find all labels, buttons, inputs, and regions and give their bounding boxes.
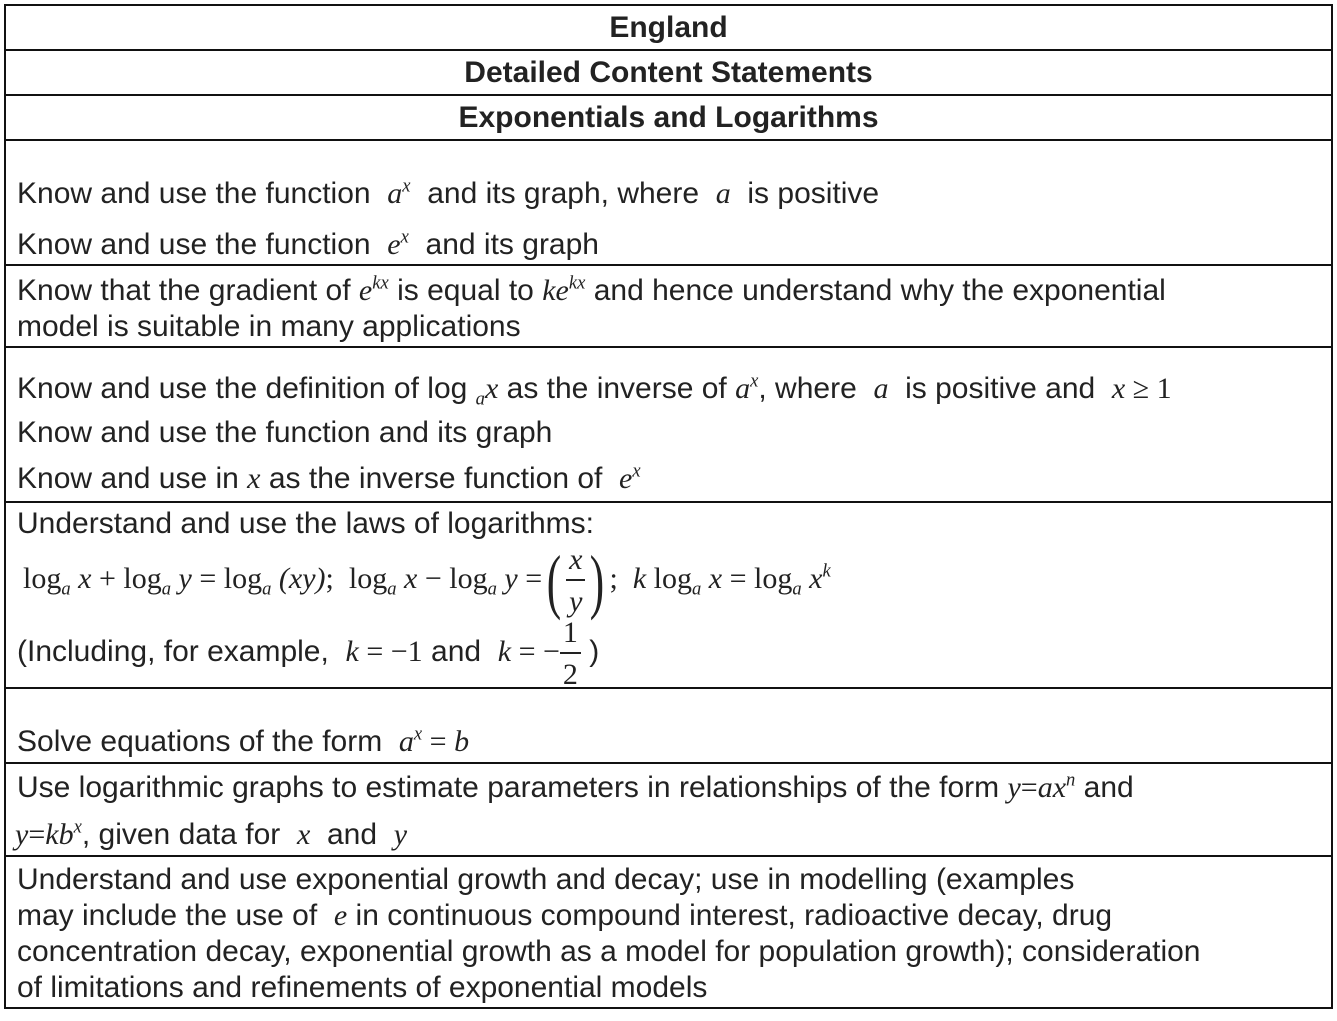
math-x: x [247,462,261,495]
math-y-eq-ax-n: $y=ax^n$ [1007,769,1076,804]
math-e-kx: $e^{kx}$ [358,272,389,307]
content-table [4,4,1333,1009]
text-line: concentration decay, exponential growth as a model for population growth); consideration [17,935,1201,968]
text-segment: is positive and [905,372,1096,405]
statement-log-definition [6,348,1331,501]
statement-log-laws [6,503,1331,691]
text-segment: and hence understand why the exponential [593,274,1166,307]
math-y-eq-kb-x: $y=kb^x$ [15,816,82,851]
statement-gradient [6,266,1331,346]
math-log-base-a-x: $_a$x [475,372,499,410]
text-segment: Know and use in [17,462,239,495]
text-line: Understand and use exponential growth and decay; use in modelling (examples [17,863,1075,896]
math-k-eq-minus-one: k = −1 [345,634,423,668]
text-segment: , where [758,372,857,405]
text-segment: and [431,634,482,668]
text-segment: Know and use the function [17,228,371,261]
math-log-laws: $\log_a x + \log_a y = \log_a (xy)$; $\log_a x - \log_a y$ =( $\frac{x}{y}$ ) ; k $\log_a x = \log_a x^k$ [23,541,831,622]
math-ke-kx: $ke^{kx}$ [542,272,586,307]
text-segment: is equal to [397,274,534,307]
text-segment: in continuous compound interest, radioactive decay, drug [355,899,1113,932]
topic-heading: Exponentials and Logarithms [458,101,879,134]
text-segment: is positive [747,177,880,210]
math-a: a [715,177,731,210]
statement-exponential-function [6,141,1331,264]
math-y: y [393,818,408,851]
text-line: of limitations and refinements of exponential models [17,971,708,1004]
subtitle-heading: Detailed Content Statements [464,56,873,89]
text-segment: and its graph [425,228,599,261]
math-a-power-x: $a^x$ [387,175,411,210]
statement-solve-equations [6,689,1331,762]
text-segment: may include the use of [17,899,318,932]
text-segment: and [326,818,378,851]
text-segment: Know that the gradient of [17,274,351,307]
math-a-power-x: $a^x$ [735,370,759,405]
text-segment: as the inverse of [506,372,727,405]
math-k-eq-minus-half: k = − $\frac{1}{2}$ [498,635,581,668]
math-a-x-eq-b: $a^x = b$ [398,723,470,758]
text-segment: Know and use the function [17,177,371,210]
text-segment: as the inverse function of [268,462,603,495]
math-x: x [296,818,311,851]
math-e: e [333,899,348,932]
text-segment: Solve equations of the form [17,725,383,758]
math-a: a [873,372,889,405]
text-segment: and its graph, where [427,177,700,210]
math-e-power-x: $e^x$ [387,226,409,261]
text-segment: (Including, for example, [17,634,329,668]
text-segment: , given data for [81,818,281,851]
text-segment: ) [589,634,600,668]
text-segment: Use logarithmic graphs to estimate parameters in relationships of the form [17,771,1000,804]
math-e-power-x: $e^x$ [619,460,641,495]
text-line: model is suitable in many applications [17,310,521,343]
text-segment: Know and use the definition of log [17,372,468,405]
math-x-geq-1: x ≥ 1 [1111,372,1172,405]
country-heading: England [609,11,728,44]
text-line: Know and use the function and its graph [17,416,553,449]
text-line: Understand and use the laws of logarithms: [17,507,594,540]
text-segment: and [1083,771,1134,804]
statement-exponential-growth [6,857,1331,1007]
statement-log-graphs [6,764,1331,855]
